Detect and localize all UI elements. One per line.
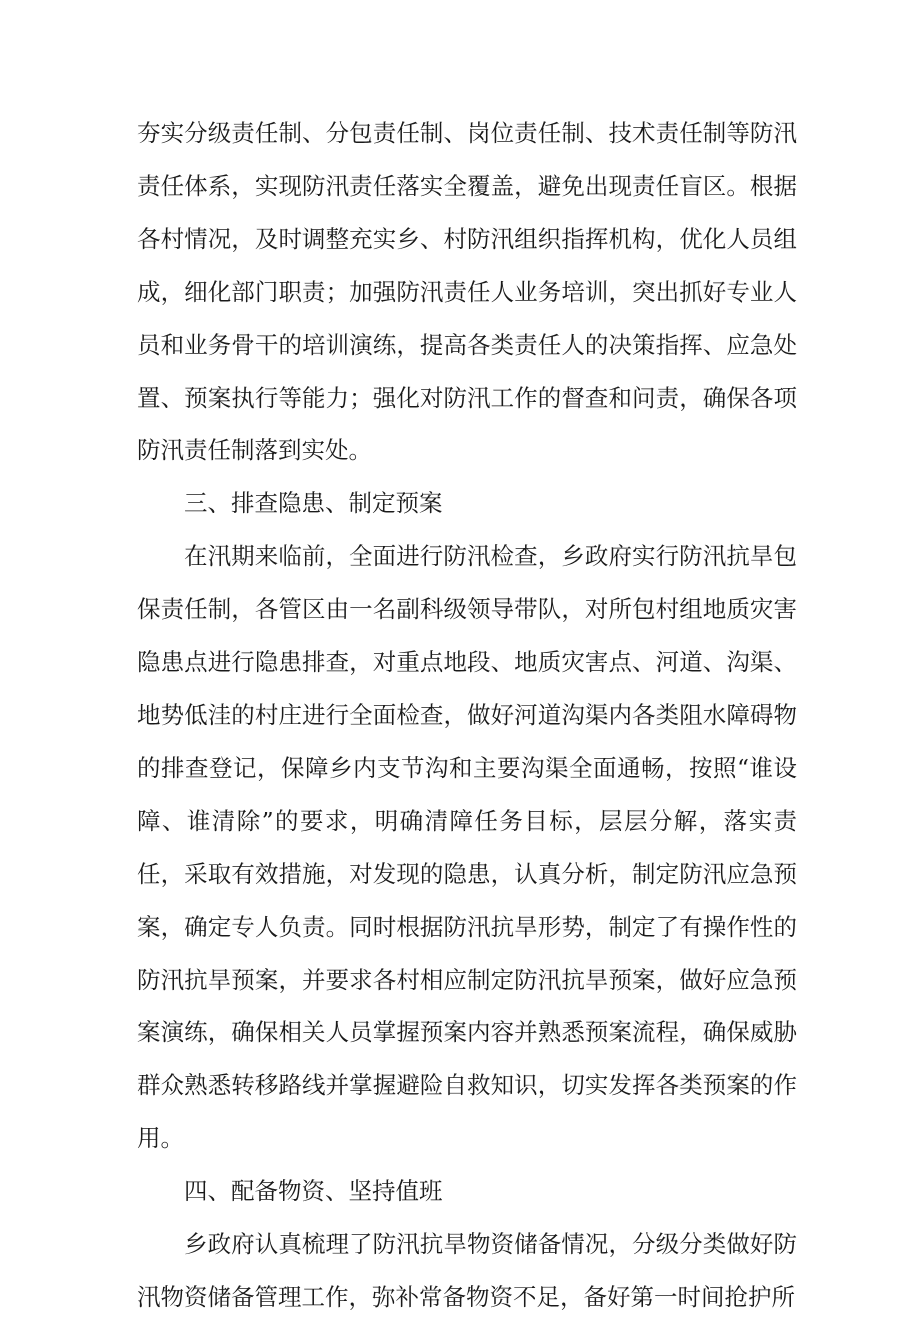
section-heading-3: 三、排查隐患、制定预案 <box>184 489 443 518</box>
paragraph-materials-reserve: 乡政府认真梳理了防汛抗旱物资储备情况，分级分类做好防汛物资储备管理工作，弥补常备物资不足，备好第一时间抢护所 <box>137 1230 797 1311</box>
document-body <box>137 107 797 1324</box>
section-heading-4: 四、配备物资、坚持值班 <box>184 1177 443 1206</box>
paragraph-responsibility-system: 夯实分级责任制、分包责任制、岗位责任制、技术责任制等防汛责任体系，实现防汛责任落实全覆盖，避免出现责任盲区。根据各村情况，及时调整充实乡、村防汛组织指挥机构，优化人员组成，细化部门职责；加强防汛责任人业务培训，突出抓好专业人员和业务骨干的培训演练，提高各类责任人的决策指挥、应急处置、预案执行等能力；强化对防汛工作的督查和问责，确保各项防汛责任制落到实处。 <box>137 119 797 465</box>
paragraph-hazard-inspection: 在汛期来临前，全面进行防汛检查，乡政府实行防汛抗旱包保责任制，各管区由一名副科级领导带队，对所包村组地质灾害隐患点进行隐患排查，对重点地段、地质灾害点、河道、沟渠、地势低洼的村庄进行全面检查，做好河道沟渠内各类阻水障碍物的排查登记，保障乡内支节沟和主要沟渠全面通畅，按照“谁设障、谁清除”的要求，明确清障任务目标，层层分解，落实责任，采取有效措施，对发现的隐患，认真分析，制定防汛应急预案，确定专人负责。同时根据防汛抗旱形势，制定了有操作性的防汛抗旱预案，并要求各村相应制定防汛抗旱预案，做好应急预案演练，确保相关人员掌握预案内容并熟悉预案流程，确保威胁群众熟悉转移路线并掌握避险自救知识，切实发挥各类预案的作用。 <box>137 542 797 1153</box>
